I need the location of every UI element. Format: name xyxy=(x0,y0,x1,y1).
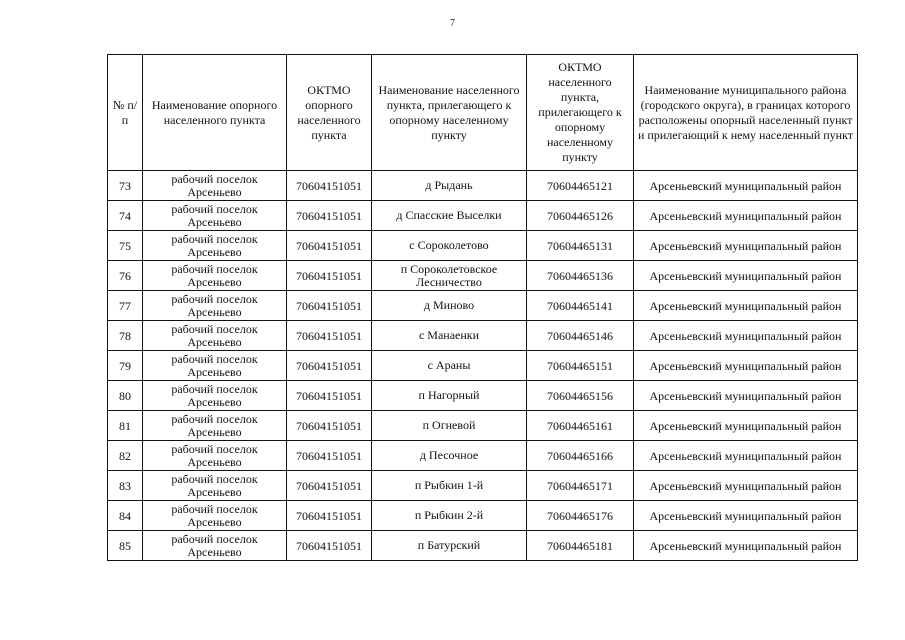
adjacent-settlement-cell: п Нагорный xyxy=(372,381,527,411)
support-oktmo-cell: 70604151051 xyxy=(287,321,372,351)
support-settlement-cell: рабочий поселок Арсеньево xyxy=(143,231,287,261)
table-row xyxy=(108,321,858,351)
row-num-cell: 73 xyxy=(108,171,143,201)
support-oktmo-cell: 70604151051 xyxy=(287,501,372,531)
header-support-oktmo: ОКТМО опорного населенного пункта xyxy=(287,55,372,171)
district-cell: Арсеньевский муниципальный район xyxy=(634,231,858,261)
district-cell: Арсеньевский муниципальный район xyxy=(634,381,858,411)
adjacent-oktmo-cell: 70604465131 xyxy=(527,231,634,261)
adjacent-oktmo-cell: 70604465181 xyxy=(527,531,634,561)
adjacent-oktmo-cell: 70604465176 xyxy=(527,501,634,531)
adjacent-settlement-cell: с Манаенки xyxy=(372,321,527,351)
support-settlement-cell: рабочий поселок Арсеньево xyxy=(143,321,287,351)
support-settlement-cell: рабочий поселок Арсеньево xyxy=(143,501,287,531)
adjacent-oktmo-cell: 70604465156 xyxy=(527,381,634,411)
district-cell: Арсеньевский муниципальный район xyxy=(634,531,858,561)
settlements-table xyxy=(107,54,858,561)
district-cell: Арсеньевский муниципальный район xyxy=(634,201,858,231)
support-oktmo-cell: 70604151051 xyxy=(287,171,372,201)
adjacent-oktmo-cell: 70604465141 xyxy=(527,291,634,321)
row-num-cell: 85 xyxy=(108,531,143,561)
support-settlement-cell: рабочий поселок Арсеньево xyxy=(143,171,287,201)
adjacent-oktmo-cell: 70604465166 xyxy=(527,441,634,471)
adjacent-settlement-cell: п Рыбкин 1-й xyxy=(372,471,527,501)
row-num-cell: 79 xyxy=(108,351,143,381)
row-num-cell: 84 xyxy=(108,501,143,531)
header-adjacent-oktmo: ОКТМО населенного пункта, прилегающего к опорному населенному пункту xyxy=(527,55,634,171)
adjacent-oktmo-cell: 70604465161 xyxy=(527,411,634,441)
adjacent-settlement-cell: д Спасские Выселки xyxy=(372,201,527,231)
table-row xyxy=(108,471,858,501)
header-support-settlement: Наименование опорного населенного пункта xyxy=(143,55,287,171)
support-oktmo-cell: 70604151051 xyxy=(287,411,372,441)
adjacent-oktmo-cell: 70604465171 xyxy=(527,471,634,501)
adjacent-oktmo-cell: 70604465151 xyxy=(527,351,634,381)
header-district: Наименование муниципального района (городского округа), в границах которого расположены опорный населенный пункт и прилегающий к нему населенный пункт xyxy=(634,55,858,171)
support-oktmo-cell: 70604151051 xyxy=(287,381,372,411)
table-row xyxy=(108,501,858,531)
table-row xyxy=(108,171,858,201)
table-row xyxy=(108,351,858,381)
row-num-cell: 75 xyxy=(108,231,143,261)
header-row xyxy=(108,55,858,171)
adjacent-settlement-cell: п Сороколетовское Лесничество xyxy=(372,261,527,291)
district-cell: Арсеньевский муниципальный район xyxy=(634,441,858,471)
support-settlement-cell: рабочий поселок Арсеньево xyxy=(143,381,287,411)
district-cell: Арсеньевский муниципальный район xyxy=(634,321,858,351)
district-cell: Арсеньевский муниципальный район xyxy=(634,291,858,321)
table-row xyxy=(108,381,858,411)
district-cell: Арсеньевский муниципальный район xyxy=(634,171,858,201)
support-settlement-cell: рабочий поселок Арсеньево xyxy=(143,201,287,231)
support-settlement-cell: рабочий поселок Арсеньево xyxy=(143,351,287,381)
adjacent-settlement-cell: п Рыбкин 2-й xyxy=(372,501,527,531)
support-settlement-cell: рабочий поселок Арсеньево xyxy=(143,531,287,561)
row-num-cell: 78 xyxy=(108,321,143,351)
support-settlement-cell: рабочий поселок Арсеньево xyxy=(143,411,287,441)
support-oktmo-cell: 70604151051 xyxy=(287,471,372,501)
header-num: № п/п xyxy=(108,55,143,171)
table-row xyxy=(108,201,858,231)
support-oktmo-cell: 70604151051 xyxy=(287,441,372,471)
page-number: 7 xyxy=(450,18,455,29)
adjacent-settlement-cell: д Рыдань xyxy=(372,171,527,201)
support-oktmo-cell: 70604151051 xyxy=(287,261,372,291)
adjacent-settlement-cell: с Сороколетово xyxy=(372,231,527,261)
adjacent-settlement-cell: п Батурский xyxy=(372,531,527,561)
row-num-cell: 80 xyxy=(108,381,143,411)
support-oktmo-cell: 70604151051 xyxy=(287,201,372,231)
support-settlement-cell: рабочий поселок Арсеньево xyxy=(143,261,287,291)
adjacent-oktmo-cell: 70604465146 xyxy=(527,321,634,351)
row-num-cell: 77 xyxy=(108,291,143,321)
district-cell: Арсеньевский муниципальный район xyxy=(634,471,858,501)
support-settlement-cell: рабочий поселок Арсеньево xyxy=(143,471,287,501)
support-oktmo-cell: 70604151051 xyxy=(287,291,372,321)
adjacent-oktmo-cell: 70604465121 xyxy=(527,171,634,201)
support-settlement-cell: рабочий поселок Арсеньево xyxy=(143,291,287,321)
header-adjacent-settlement: Наименование населенного пункта, прилегающего к опорному населенному пункту xyxy=(372,55,527,171)
row-num-cell: 83 xyxy=(108,471,143,501)
table-header xyxy=(108,55,858,171)
adjacent-settlement-cell: д Песочное xyxy=(372,441,527,471)
district-cell: Арсеньевский муниципальный район xyxy=(634,351,858,381)
row-num-cell: 76 xyxy=(108,261,143,291)
table-row xyxy=(108,231,858,261)
adjacent-settlement-cell: с Араны xyxy=(372,351,527,381)
adjacent-settlement-cell: п Огневой xyxy=(372,411,527,441)
support-oktmo-cell: 70604151051 xyxy=(287,531,372,561)
district-cell: Арсеньевский муниципальный район xyxy=(634,261,858,291)
support-oktmo-cell: 70604151051 xyxy=(287,231,372,261)
row-num-cell: 81 xyxy=(108,411,143,441)
table-body xyxy=(108,171,858,561)
adjacent-oktmo-cell: 70604465136 xyxy=(527,261,634,291)
support-oktmo-cell: 70604151051 xyxy=(287,351,372,381)
adjacent-oktmo-cell: 70604465126 xyxy=(527,201,634,231)
support-settlement-cell: рабочий поселок Арсеньево xyxy=(143,441,287,471)
row-num-cell: 74 xyxy=(108,201,143,231)
table-row xyxy=(108,411,858,441)
table-row xyxy=(108,441,858,471)
row-num-cell: 82 xyxy=(108,441,143,471)
adjacent-settlement-cell: д Миново xyxy=(372,291,527,321)
district-cell: Арсеньевский муниципальный район xyxy=(634,411,858,441)
district-cell: Арсеньевский муниципальный район xyxy=(634,501,858,531)
table-row xyxy=(108,531,858,561)
table-row xyxy=(108,291,858,321)
table-row xyxy=(108,261,858,291)
